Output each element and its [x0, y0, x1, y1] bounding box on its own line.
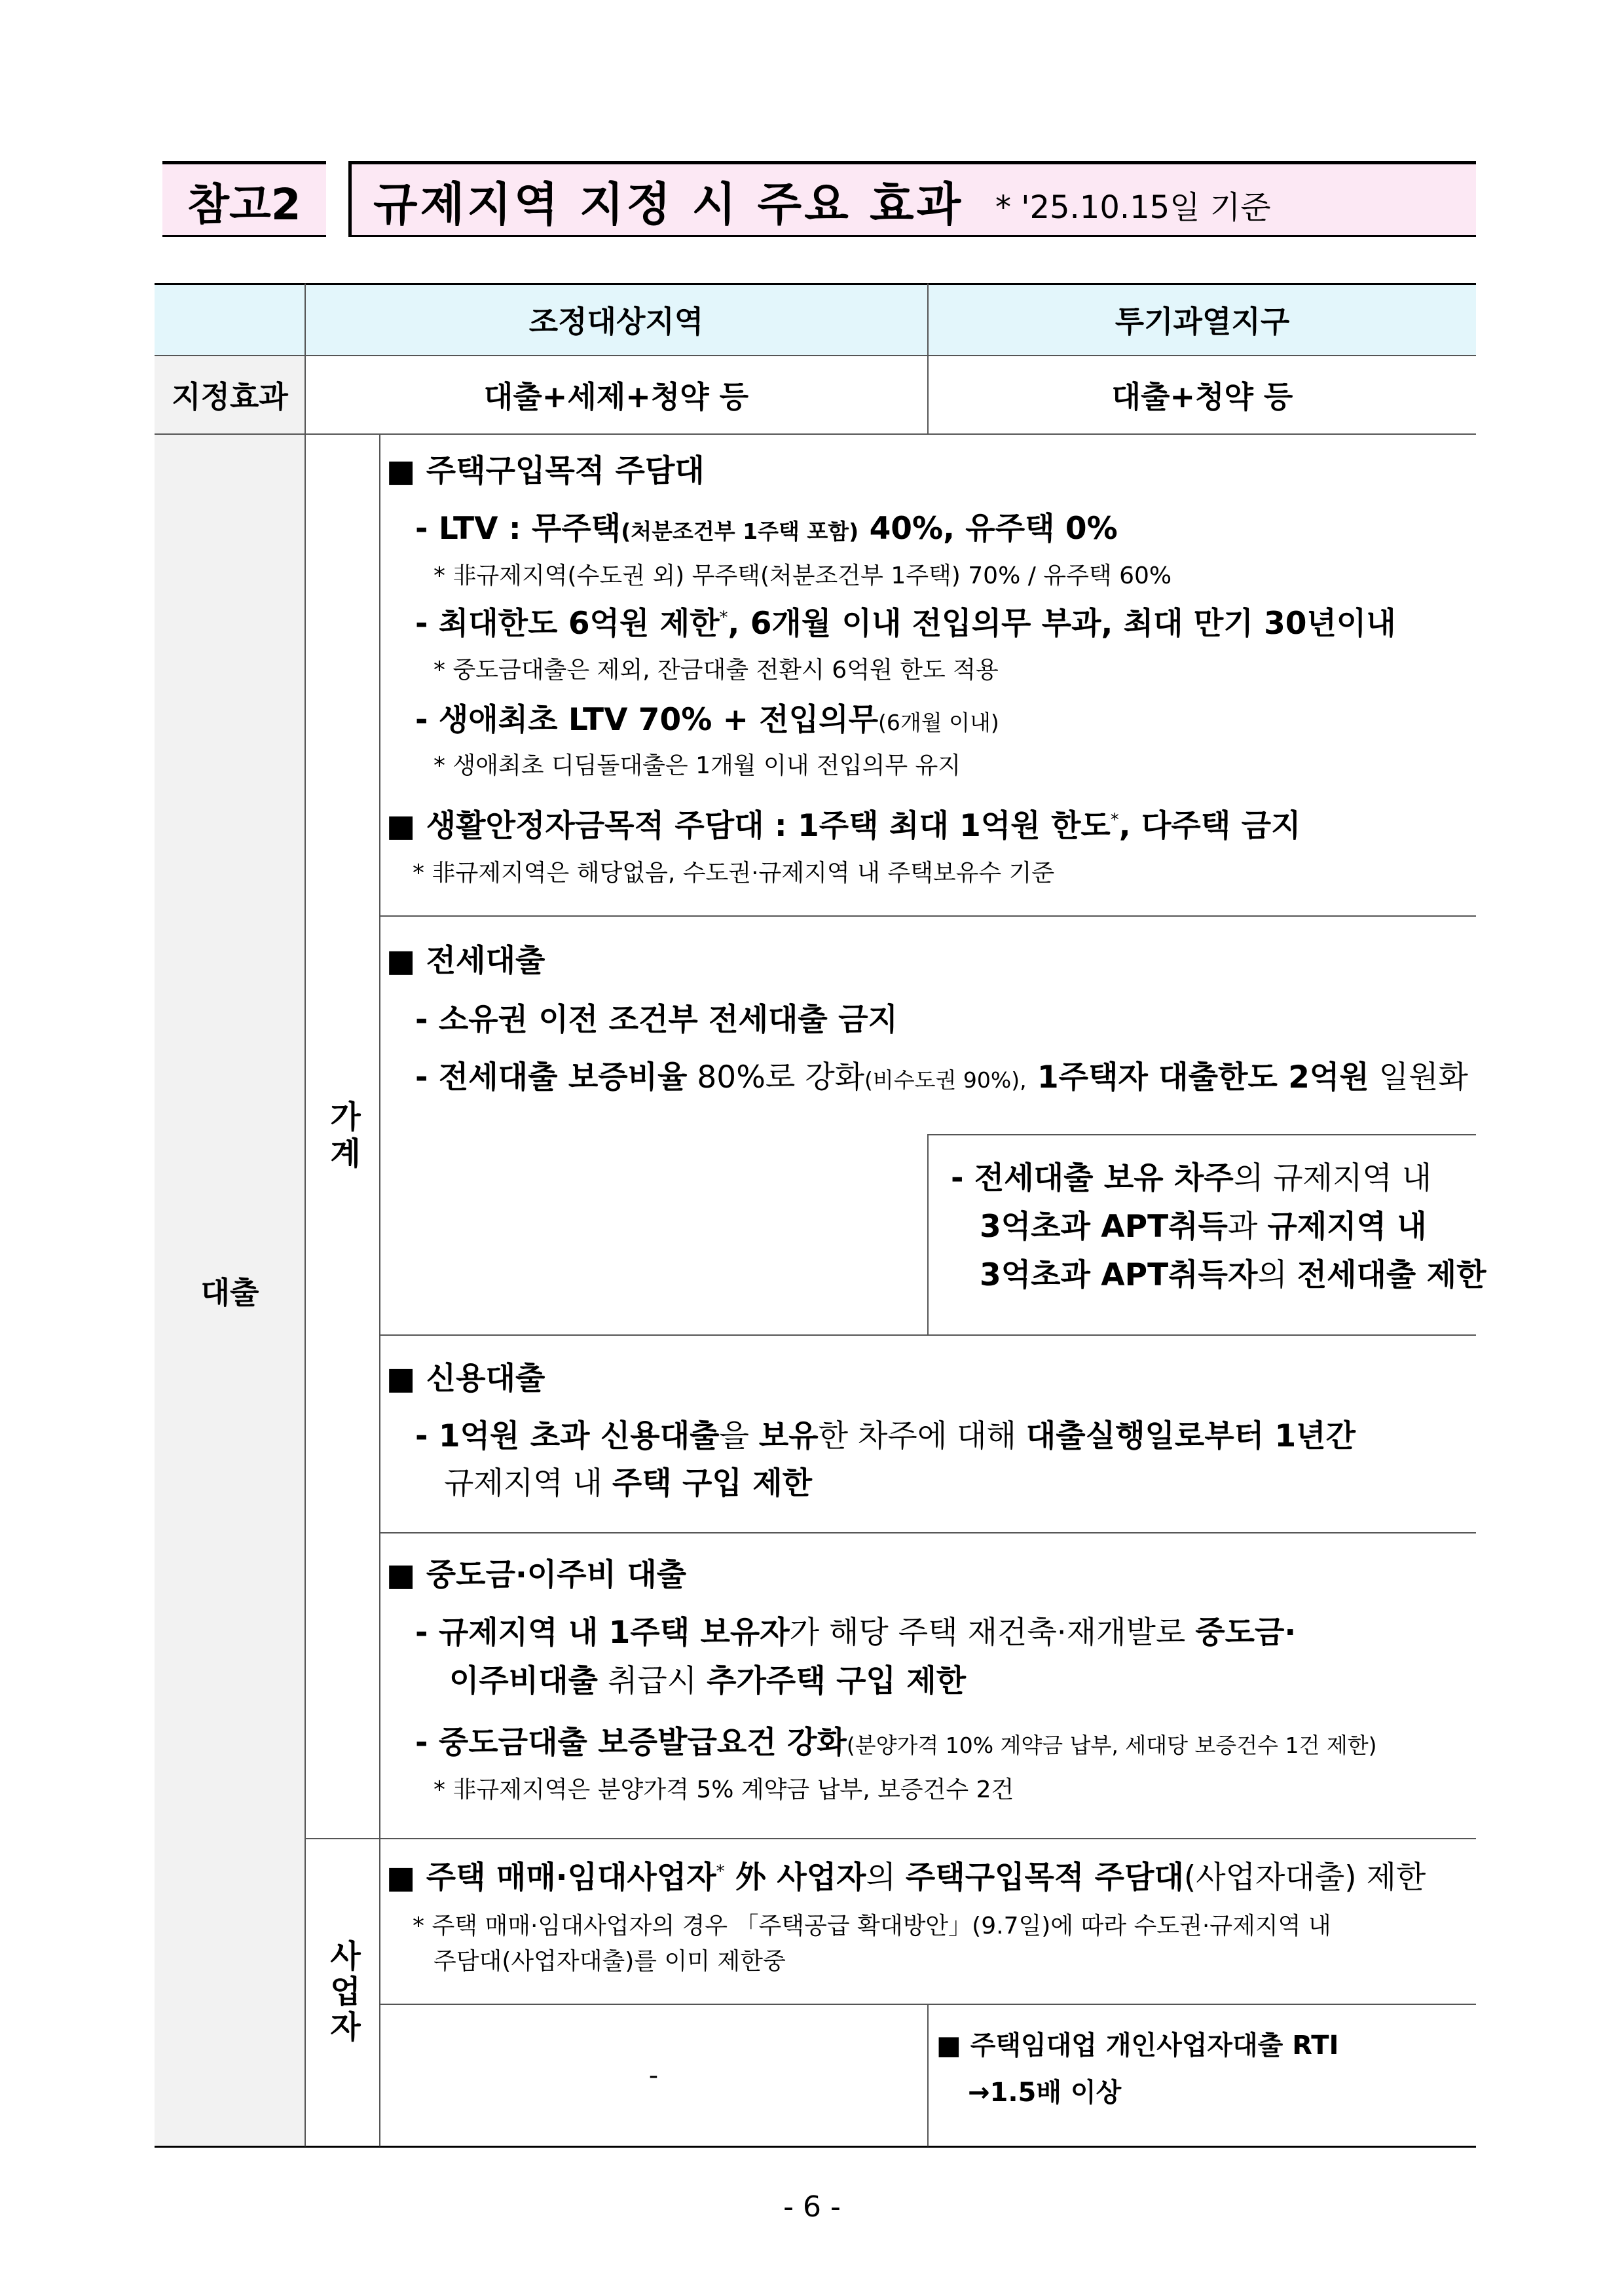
row-line-6: [305, 1838, 1476, 1839]
ltv-note: * 非규제지역(수도권 외) 무주택(처분조건부 1주택) 70% / 유주택 60%: [434, 562, 1172, 589]
business-speculation-line-1: ■ 주택임대업 개인사업자대출 RTI: [936, 2030, 1339, 2061]
col-header-adjustment-area: 조정대상지역: [528, 304, 704, 339]
jeonse-line-1: - 소유권 이전 조건부 전세대출 금지: [415, 1002, 898, 1038]
business-line-1: ■ 주택 매매·임대사업자* 外 사업자의 주택구입목적 주담대(사업자대출) 제한: [386, 1860, 1426, 1896]
ltv-line: - LTV : 무주택(처분조건부 1주택 포함) 40%, 유주택 0%: [415, 511, 1118, 547]
business-note-2: 주담대(사업자대출)를 이미 제한중: [434, 1948, 786, 1975]
row-line-jeonse-split: [927, 1134, 1476, 1135]
credit-title: ■ 신용대출: [386, 1361, 545, 1397]
effect-label: 지정효과: [172, 379, 288, 414]
mortgage-title: ■ 주택구입목적 주담대: [386, 453, 705, 489]
header-divider: [348, 161, 352, 237]
col-header-speculation-district: 투기과열지구: [1115, 304, 1290, 339]
business-note-1: * 주택 매매·임대사업자의 경우 「주택공급 확대방안」(9.7일)에 따라 수도권·규제지역 내: [413, 1913, 1331, 1939]
col-line-jeonse-split: [927, 1134, 929, 1335]
interim-title: ■ 중도금·이주비 대출: [386, 1557, 687, 1593]
row-line-5: [380, 1532, 1476, 1533]
page-number: - 6 -: [783, 2190, 841, 2224]
business-adjustment-dash: -: [648, 2061, 659, 2091]
living-fund-line: ■ 생활안정자금목적 주담대 : 1주택 최대 1억원 한도*, 다주택 금지: [386, 808, 1301, 844]
limit-line: - 최대한도 6억원 제한*, 6개월 이내 전입의무 부과, 최대 만기 30년이내: [415, 606, 1396, 642]
row-line-3: [380, 915, 1476, 917]
limit-note: * 중도금대출은 제외, 잔금대출 전환시 6억원 한도 적용: [434, 657, 999, 684]
business-speculation-line-2: →1.5배 이상: [968, 2078, 1122, 2108]
jeonse-speculation-line-3: 3억초과 APT취득자의 전세대출 제한: [980, 1257, 1486, 1293]
loan-label: 대출: [200, 1274, 259, 1310]
page-title: 규제지역 지정 시 주요 효과: [373, 177, 964, 231]
business-label-text: 사업자: [324, 1939, 361, 2046]
interim-note: * 非규제지역은 분양가격 5% 계약금 납부, 보증건수 2건: [434, 1776, 1014, 1803]
first-home-note: * 생애최초 디딤돌대출은 1개월 이내 전입의무 유지: [434, 752, 961, 779]
household-label: [305, 434, 380, 1839]
household-label-text: 가계: [324, 1099, 361, 1173]
interim-line-1: - 규제지역 내 1주택 보유자가 해당 주택 재건축·재개발로 중도금·: [415, 1615, 1297, 1651]
col-line-biz-split: [927, 2004, 929, 2146]
jeonse-speculation-line-2: 3억초과 APT취득과 규제지역 내: [980, 1209, 1427, 1245]
interim-line-3: - 중도금대출 보증발급요건 강화(분양가격 10% 계약금 납부, 세대당 보증건수 1건 제한): [415, 1725, 1377, 1761]
reference-tag: 참고2: [187, 179, 301, 230]
living-fund-note: * 非규제지역은 해당없음, 수도권·규제지역 내 주택보유수 기준: [413, 860, 1055, 887]
jeonse-line-2: - 전세대출 보증비율 80%로 강화(비수도권 90%), 1주택자 대출한도 2억원 일원화: [415, 1059, 1468, 1095]
reference-date-note: * '25.10.15일 기준: [995, 189, 1271, 226]
business-label: [305, 1839, 380, 2146]
interim-line-2: 이주비대출 취급시 추가주택 구입 제한: [449, 1663, 967, 1699]
jeonse-title: ■ 전세대출: [386, 943, 545, 979]
effect-speculation: 대출+청약 등: [1111, 379, 1293, 414]
effect-adjustment: 대출+세제+청약 등: [483, 379, 749, 414]
first-home-line: - 생애최초 LTV 70% + 전입의무(6개월 이내): [415, 702, 999, 738]
jeonse-speculation-line-1: - 전세대출 보유 차주의 규제지역 내: [951, 1160, 1432, 1196]
credit-line-1: - 1억원 초과 신용대출을 보유한 차주에 대해 대출실행일로부터 1년간: [415, 1418, 1356, 1454]
credit-line-2: 규제지역 내 주택 구입 제한: [444, 1465, 813, 1501]
